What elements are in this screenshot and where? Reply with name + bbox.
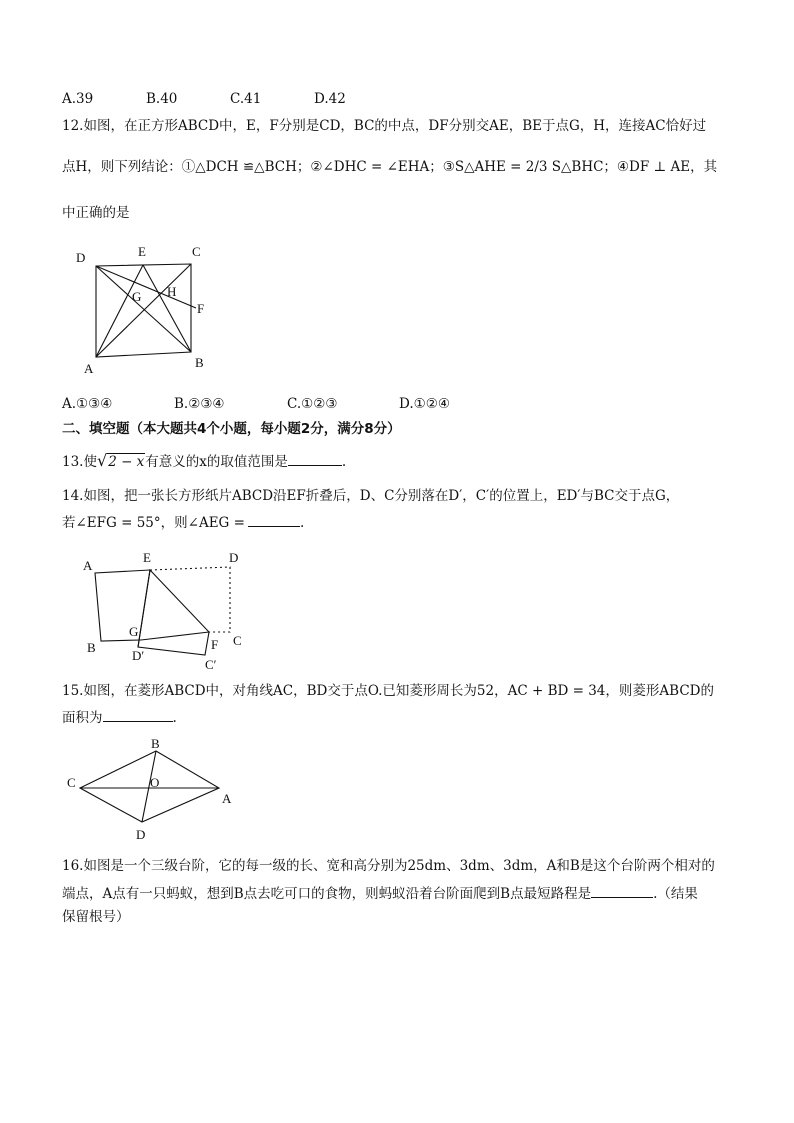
q15-line2 [62, 708, 177, 727]
q16-line2 [62, 884, 698, 903]
label-c: C [192, 244, 201, 259]
q12-line1: 12.如图，在正方形ABCD中，E，F分别是CD，BC的中点，DF分别交AE，BE于点G，H，连接AC恰好过 [62, 118, 707, 134]
q12-option-a: A.①③④ [62, 396, 113, 412]
label-c: C [233, 633, 242, 648]
diagonal-ac [96, 264, 191, 357]
label-b: B [87, 640, 96, 655]
label-d: D [136, 827, 146, 842]
q13-answer-blank[interactable] [288, 452, 342, 466]
q14-end: . [299, 515, 305, 531]
segment-gf [141, 632, 209, 640]
q12-option-d: D.①②④ [399, 396, 450, 412]
q14-text-before: 若∠EFG = 55°，则∠AEG = [62, 515, 245, 531]
q16-end: .（结果 [653, 886, 698, 902]
label-a: A [84, 361, 94, 376]
q12-options [62, 395, 450, 413]
section-heading: 二、填空题（本大题共4个小题，每小题2分，满分8分） [62, 421, 401, 437]
q13-radicand: 2 − x [108, 454, 145, 470]
label-o: O [150, 775, 160, 790]
label-b: B [195, 355, 204, 370]
q11-option-a: A.39 [62, 91, 94, 107]
label-d-prime: D′ [132, 648, 145, 663]
q15-line1: 15.如图，在菱形ABCD中，对角线AC，BD交于点O.已知菱形周长为52，AC + BD = 34，则菱形ABCD的 [62, 683, 714, 699]
label-c: C [67, 775, 76, 790]
q15-rhombus-figure [60, 735, 245, 845]
radical-sign: √ [96, 451, 108, 470]
q12-line2: 点H，则下列结论：①△DCH ≌△BCH；②∠DHC = ∠EHA；③S△AHE = 2/3 S△BHC；④DF ⊥ AE，其 [62, 159, 718, 175]
q13-text-before: 13.使 [62, 454, 97, 470]
q16-text-before: 端点，A点有一只蚂蚁，想到B点去吃可口的食物，则蚂蚁沿着台阶面爬到B点最短路程是 [62, 886, 592, 902]
label-e: E [138, 244, 146, 259]
label-e: E [143, 550, 151, 565]
q12-option-b: B.②③④ [174, 396, 225, 412]
label-a: A [222, 791, 232, 806]
label-g: G [129, 624, 139, 639]
q14-line2 [62, 513, 304, 532]
q13-end: . [341, 454, 347, 470]
q13-line [62, 452, 346, 471]
q11-option-c: C.41 [230, 91, 262, 107]
q14-fold-figure [75, 545, 255, 675]
q15-end: . [172, 710, 177, 726]
label-d: D [76, 250, 86, 265]
label-d: D [229, 550, 239, 565]
q16-line1: 16.如图是一个三级台阶，它的每一级的长、宽和高分别为25dm、3dm、3dm，A和B是这个台阶两个相对的 [62, 858, 715, 874]
label-c-prime: C′ [205, 657, 217, 672]
original-rect-dashed [150, 567, 230, 632]
q15-answer-blank[interactable] [103, 708, 173, 722]
q13-text-after: 有意义的x的取值范围是 [145, 454, 288, 470]
rect-left-part [95, 570, 150, 641]
label-a: A [83, 558, 93, 573]
q11-option-d: D.42 [314, 91, 346, 107]
segment-ed2 [138, 570, 150, 647]
label-f: F [197, 301, 205, 316]
q16-line3: 保留根号） [62, 909, 130, 925]
q14-answer-blank[interactable] [248, 513, 300, 527]
q16-answer-blank[interactable] [591, 884, 653, 898]
segment-be [143, 265, 191, 352]
segment-ae [96, 265, 143, 357]
q14-line1: 14.如图，把一张长方形纸片ABCD沿EF折叠后，D、C分别落在D′，C′的位置上，ED′与BC交于点G， [62, 488, 680, 504]
q11-options [62, 90, 346, 108]
label-b: B [151, 736, 160, 751]
label-f: F [211, 637, 219, 652]
q12-line3: 中正确的是 [62, 205, 130, 221]
q12-square-figure [70, 240, 220, 380]
q15-text-before: 面积为 [62, 710, 103, 726]
diagonal-db [96, 266, 191, 352]
segment-df [96, 266, 196, 308]
q11-option-b: B.40 [146, 91, 178, 107]
q12-option-c: C.①②③ [287, 396, 338, 412]
label-h: H [167, 284, 177, 299]
label-g: G [132, 289, 142, 304]
folded-part [138, 570, 209, 655]
